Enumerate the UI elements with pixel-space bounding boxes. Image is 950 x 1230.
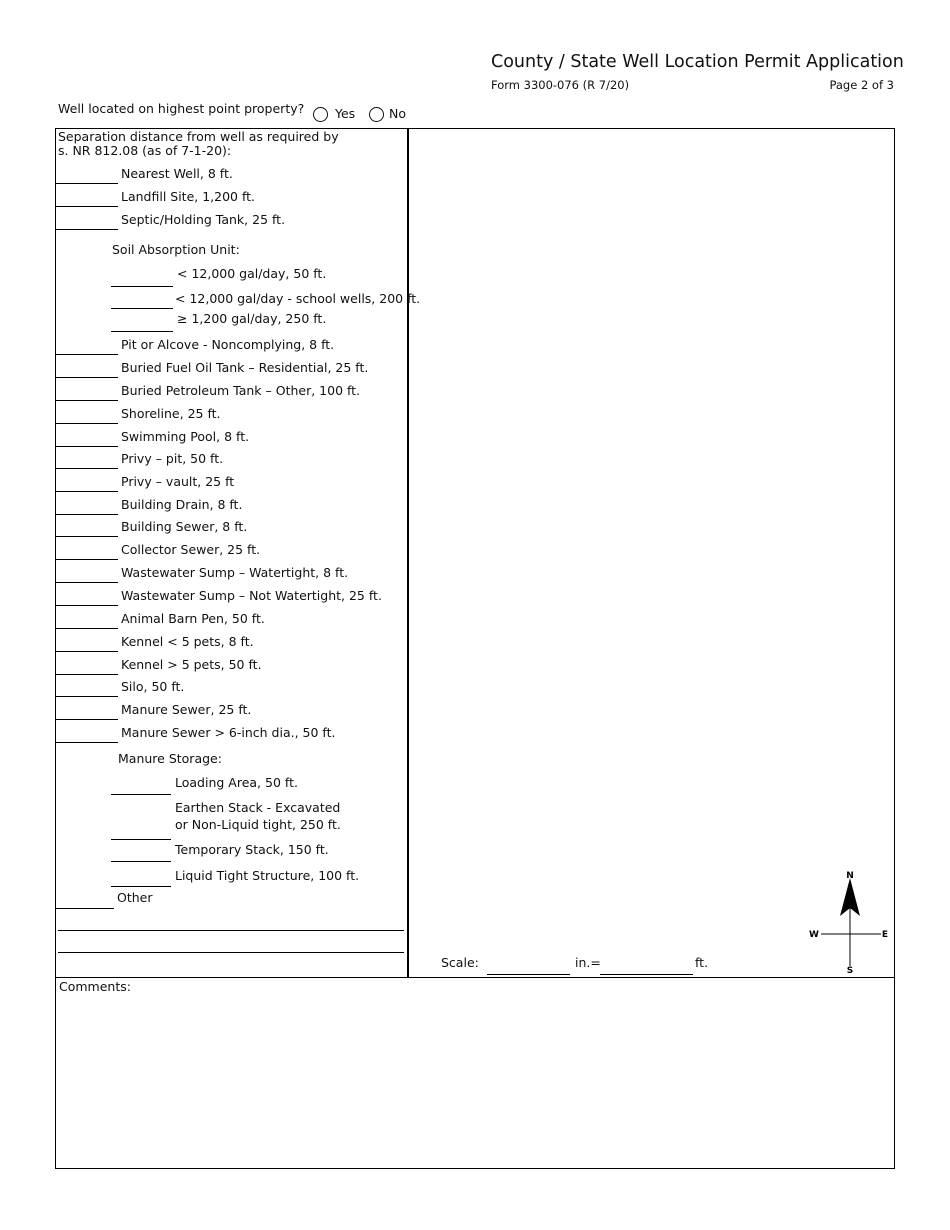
earthen-stack-label-2: or Non-Liquid tight, 250 ft.	[175, 817, 341, 832]
animal-barn-blank[interactable]	[56, 628, 118, 629]
soil-12000-blank[interactable]	[111, 286, 173, 287]
pit-alcove-label: Pit or Alcove - Noncomplying, 8 ft.	[121, 337, 335, 352]
sump-watertight-blank[interactable]	[56, 582, 118, 583]
manure-sewer-blank[interactable]	[56, 719, 118, 720]
privy-pit-blank[interactable]	[56, 468, 118, 469]
fuel-oil-tank-label: Buried Fuel Oil Tank – Residential, 25 ft.	[121, 360, 369, 375]
temporary-stack-label: Temporary Stack, 150 ft.	[175, 842, 329, 857]
column-divider	[407, 128, 409, 978]
landfill-site-blank[interactable]	[56, 206, 118, 207]
kennel-small-blank[interactable]	[56, 651, 118, 652]
separation-heading-line2: s. NR 812.08 (as of 7-1-20):	[58, 143, 232, 158]
scale-in-label: in.=	[575, 955, 601, 970]
temporary-stack-blank[interactable]	[111, 861, 171, 862]
loading-area-label: Loading Area, 50 ft.	[175, 775, 298, 790]
privy-vault-label: Privy – vault, 25 ft	[121, 474, 235, 489]
manure-sewer-large-blank[interactable]	[56, 742, 118, 743]
manure-sewer-label: Manure Sewer, 25 ft.	[121, 702, 252, 717]
separation-heading	[58, 130, 339, 158]
compass-north: N	[846, 871, 854, 881]
liquid-tight-label: Liquid Tight Structure, 100 ft.	[175, 868, 360, 883]
soil-absorption-heading: Soil Absorption Unit:	[112, 242, 240, 257]
separation-heading-line1: Separation distance from well as required by	[58, 129, 339, 144]
building-sewer-label: Building Sewer, 8 ft.	[121, 519, 248, 534]
no-label: No	[389, 106, 406, 121]
sump-not-watertight-blank[interactable]	[56, 605, 118, 606]
collector-sewer-blank[interactable]	[56, 559, 118, 560]
privy-vault-blank[interactable]	[56, 491, 118, 492]
collector-sewer-label: Collector Sewer, 25 ft.	[121, 542, 261, 557]
shoreline-blank[interactable]	[56, 423, 118, 424]
scale-feet-blank[interactable]	[600, 974, 693, 975]
septic-tank-blank[interactable]	[56, 229, 118, 230]
compass-rose-icon	[805, 868, 895, 976]
building-sewer-blank[interactable]	[56, 536, 118, 537]
fuel-oil-tank-blank[interactable]	[56, 377, 118, 378]
scale-ft-label: ft.	[695, 955, 709, 970]
nearest-well-blank[interactable]	[56, 183, 118, 184]
liquid-tight-blank[interactable]	[111, 886, 171, 887]
building-drain-blank[interactable]	[56, 514, 118, 515]
petroleum-tank-label: Buried Petroleum Tank – Other, 100 ft.	[121, 383, 361, 398]
silo-label: Silo, 50 ft.	[121, 679, 185, 694]
loading-area-blank[interactable]	[111, 794, 171, 795]
soil-school-label: < 12,000 gal/day - school wells, 200 ft.	[175, 291, 421, 306]
compass-east: E	[881, 930, 889, 940]
soil-school-blank[interactable]	[111, 308, 173, 309]
other-blank[interactable]	[56, 908, 114, 909]
earthen-stack-label: Earthen Stack - Excavated	[175, 800, 341, 815]
compass-south: S	[846, 966, 854, 976]
soil-1200-blank[interactable]	[111, 331, 173, 332]
swimming-pool-blank[interactable]	[56, 446, 118, 447]
other-label: Other	[117, 890, 153, 905]
nearest-well-label: Nearest Well, 8 ft.	[121, 166, 233, 181]
scale-label: Scale:	[441, 955, 479, 970]
landfill-site-label: Landfill Site, 1,200 ft.	[121, 189, 256, 204]
pit-alcove-blank[interactable]	[56, 354, 118, 355]
building-drain-label: Building Drain, 8 ft.	[121, 497, 243, 512]
septic-tank-label: Septic/Holding Tank, 25 ft.	[121, 212, 286, 227]
sump-watertight-label: Wastewater Sump – Watertight, 8 ft.	[121, 565, 349, 580]
silo-blank[interactable]	[56, 696, 118, 697]
manure-sewer-large-label: Manure Sewer > 6-inch dia., 50 ft.	[121, 725, 336, 740]
kennel-large-label: Kennel > 5 pets, 50 ft.	[121, 657, 262, 672]
swimming-pool-label: Swimming Pool, 8 ft.	[121, 429, 250, 444]
manure-storage-heading: Manure Storage:	[118, 751, 222, 766]
compass-west: W	[809, 930, 819, 940]
form-title: County / State Well Location Permit Application	[491, 52, 904, 72]
sump-not-watertight-label: Wastewater Sump – Not Watertight, 25 ft.	[121, 588, 382, 603]
yes-radio[interactable]	[313, 107, 328, 122]
other-write-line-1[interactable]	[58, 930, 404, 931]
petroleum-tank-blank[interactable]	[56, 400, 118, 401]
earthen-stack-blank[interactable]	[111, 839, 171, 840]
yes-label: Yes	[335, 106, 356, 121]
shoreline-label: Shoreline, 25 ft.	[121, 406, 221, 421]
kennel-small-label: Kennel < 5 pets, 8 ft.	[121, 634, 254, 649]
no-radio[interactable]	[369, 107, 384, 122]
other-write-line-2[interactable]	[58, 952, 404, 953]
scale-inches-blank[interactable]	[487, 974, 570, 975]
comments-box[interactable]	[55, 977, 895, 1169]
privy-pit-label: Privy – pit, 50 ft.	[121, 451, 224, 466]
soil-1200-label: ≥ 1,200 gal/day, 250 ft.	[177, 311, 327, 326]
page-number: Page 2 of 3	[829, 78, 894, 92]
kennel-large-blank[interactable]	[56, 674, 118, 675]
comments-label: Comments:	[59, 979, 131, 994]
animal-barn-label: Animal Barn Pen, 50 ft.	[121, 611, 265, 626]
soil-12000-label: < 12,000 gal/day, 50 ft.	[177, 266, 327, 281]
highest-point-question: Well located on highest point property?	[58, 101, 305, 116]
form-number: Form 3300-076 (R 7/20)	[491, 78, 630, 92]
